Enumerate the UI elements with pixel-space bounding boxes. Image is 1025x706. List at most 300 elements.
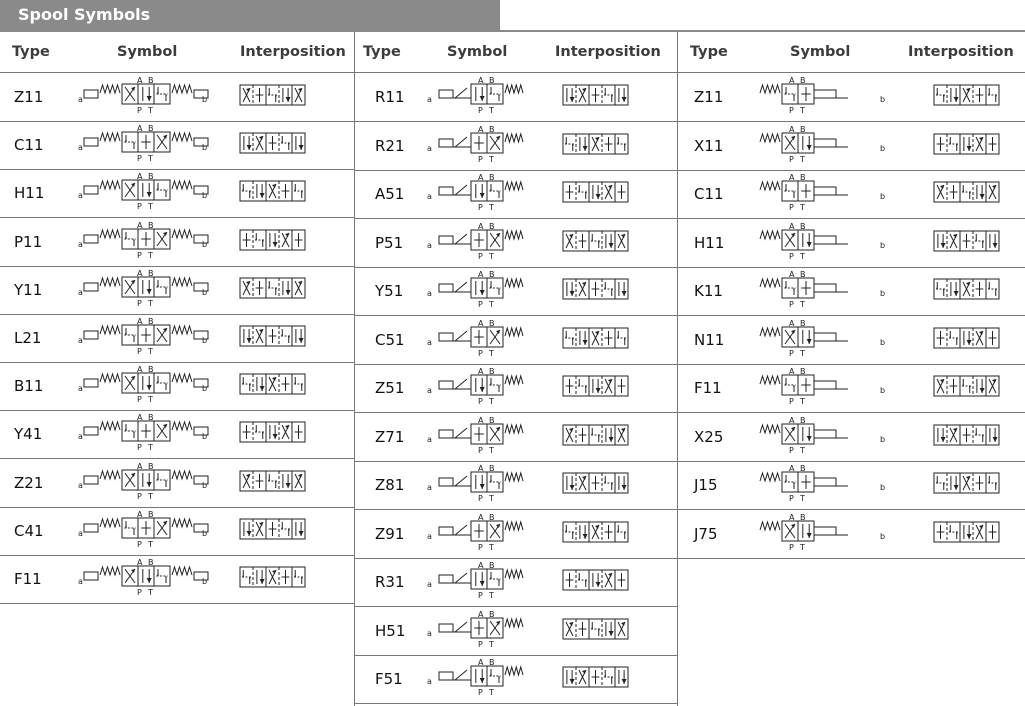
port-b-label: B xyxy=(800,512,806,522)
port-p-label: P xyxy=(478,154,483,164)
side-a-label: a xyxy=(427,143,432,153)
side-b-label: b xyxy=(880,434,886,444)
port-a-label: A xyxy=(789,173,795,182)
side-a-label: a xyxy=(427,531,432,541)
port-p-label: P xyxy=(137,491,142,501)
port-p-label: P xyxy=(478,203,483,212)
interposition-symbol xyxy=(934,376,1002,398)
side-b-label: b xyxy=(880,143,886,153)
spool-symbol xyxy=(427,124,537,168)
port-p-label: P xyxy=(478,639,483,649)
spool-row xyxy=(678,267,1025,316)
interposition-symbol xyxy=(563,570,631,592)
side-b-label: b xyxy=(202,143,208,153)
interposition-symbol xyxy=(240,567,308,589)
port-b-label: B xyxy=(148,509,154,519)
spool-symbol xyxy=(427,318,537,362)
side-a-label: a xyxy=(427,337,432,347)
interposition-symbol xyxy=(563,425,631,447)
side-b-label: b xyxy=(202,480,208,490)
spool-symbol xyxy=(427,609,537,653)
spool-row xyxy=(678,219,1025,268)
side-b-label: b xyxy=(202,577,208,586)
column-header xyxy=(0,32,354,73)
port-p-label: P xyxy=(137,539,142,549)
port-b-label: B xyxy=(489,173,495,182)
side-a-label: a xyxy=(427,289,432,298)
spool-row xyxy=(0,73,354,122)
interposition-symbol xyxy=(563,134,631,156)
spool-type: N11 xyxy=(694,330,725,349)
spool-type: X11 xyxy=(694,136,724,155)
spool-type: C41 xyxy=(14,521,44,540)
spool-row xyxy=(355,267,677,316)
port-t-label: T xyxy=(489,251,494,261)
interposition-symbol xyxy=(240,374,308,396)
port-a-label: A xyxy=(789,124,795,134)
interposition-symbol xyxy=(934,134,1002,156)
port-t-label: T xyxy=(800,106,805,115)
port-a-label: A xyxy=(478,173,484,182)
interposition-symbol xyxy=(240,85,308,107)
port-t-label: T xyxy=(489,106,494,115)
interposition-symbol xyxy=(240,422,308,444)
interposition-symbol xyxy=(563,328,631,350)
port-b-label: B xyxy=(148,317,154,326)
port-p-label: P xyxy=(137,106,142,115)
spool-type: X25 xyxy=(694,427,724,446)
side-b-label: b xyxy=(880,95,886,104)
spool-type: R11 xyxy=(375,88,405,106)
port-t-label: T xyxy=(489,203,494,212)
port-p-label: P xyxy=(478,397,483,406)
spool-symbol xyxy=(427,172,537,216)
port-b-label: B xyxy=(800,367,806,376)
port-p-label: P xyxy=(478,494,483,503)
spool-row xyxy=(0,314,354,363)
interposition-symbol xyxy=(934,231,1002,253)
spool-row xyxy=(0,121,354,170)
port-a-label: A xyxy=(789,76,795,85)
port-t-label: T xyxy=(489,639,494,649)
port-b-label: B xyxy=(800,464,806,473)
port-a-label: A xyxy=(789,270,795,279)
interposition-symbol xyxy=(563,522,631,544)
side-a-label: a xyxy=(78,287,83,297)
side-a-label: a xyxy=(78,336,83,345)
header-type: Type xyxy=(690,44,728,60)
port-a-label: A xyxy=(478,512,484,522)
port-t-label: T xyxy=(800,542,805,552)
header-interposition: Interposition xyxy=(240,44,346,60)
spool-row xyxy=(0,218,354,267)
spool-symbol xyxy=(78,171,208,215)
spool-row xyxy=(678,413,1025,462)
port-b-label: B xyxy=(148,268,154,278)
port-p-label: P xyxy=(789,300,794,309)
side-b-label: b xyxy=(202,95,208,104)
port-p-label: P xyxy=(789,106,794,115)
interposition-symbol xyxy=(240,278,308,300)
side-a-label: a xyxy=(78,239,83,249)
port-a-label: A xyxy=(478,464,484,473)
side-a-label: a xyxy=(78,432,83,442)
spool-row xyxy=(355,364,677,413)
interposition-symbol xyxy=(240,471,308,493)
port-a-label: A xyxy=(137,461,143,471)
spool-symbol xyxy=(427,269,537,313)
port-p-label: P xyxy=(137,588,142,597)
spool-symbol xyxy=(78,461,208,505)
spool-type: L21 xyxy=(14,329,42,347)
side-b-label: b xyxy=(202,432,208,442)
port-b-label: B xyxy=(489,561,495,570)
port-p-label: P xyxy=(789,494,794,503)
port-a-label: A xyxy=(789,464,795,473)
side-a-label: a xyxy=(427,677,432,686)
port-t-label: T xyxy=(148,250,153,260)
header-interposition: Interposition xyxy=(555,44,661,60)
spool-symbol xyxy=(427,415,537,459)
spool-symbol xyxy=(756,463,886,507)
port-t-label: T xyxy=(148,154,153,164)
port-b-label: B xyxy=(148,558,154,567)
spool-type: R21 xyxy=(375,136,405,155)
port-b-label: B xyxy=(800,221,806,231)
port-p-label: P xyxy=(137,443,142,453)
port-b-label: B xyxy=(800,173,806,182)
port-b-label: B xyxy=(489,221,495,231)
port-t-label: T xyxy=(489,154,494,164)
side-a-label: a xyxy=(78,191,83,201)
column-header xyxy=(678,32,1025,73)
interposition-symbol xyxy=(240,181,308,203)
port-a-label: A xyxy=(137,558,143,567)
port-t-label: T xyxy=(148,347,153,356)
spool-row xyxy=(0,507,354,556)
port-t-label: T xyxy=(800,494,805,503)
spool-type: Z21 xyxy=(14,473,44,492)
interposition-symbol xyxy=(934,328,1002,350)
interposition-symbol xyxy=(563,376,631,398)
spool-symbol xyxy=(756,415,886,459)
side-a-label: a xyxy=(427,386,432,395)
port-b-label: B xyxy=(489,270,495,279)
spool-type: P51 xyxy=(375,233,404,252)
header-interposition: Interposition xyxy=(908,44,1014,60)
spool-type: C51 xyxy=(375,330,405,349)
spool-row xyxy=(678,316,1025,365)
spool-row xyxy=(355,655,677,704)
port-b-label: B xyxy=(489,658,495,667)
interposition-symbol xyxy=(240,519,308,541)
spool-type: P11 xyxy=(14,232,43,251)
port-a-label: A xyxy=(137,365,143,375)
spool-type: Y11 xyxy=(14,280,43,299)
port-a-label: A xyxy=(478,415,484,425)
port-p-label: P xyxy=(137,250,142,260)
interposition-symbol xyxy=(240,133,308,155)
interposition-symbol xyxy=(934,522,1002,544)
port-t-label: T xyxy=(489,397,494,406)
port-a-label: A xyxy=(789,415,795,425)
port-t-label: T xyxy=(148,491,153,501)
port-p-label: P xyxy=(789,348,794,358)
port-p-label: P xyxy=(137,298,142,308)
interposition-symbol xyxy=(563,182,631,204)
spool-type: F11 xyxy=(694,379,722,397)
spool-type: Z11 xyxy=(14,88,44,106)
port-a-label: A xyxy=(137,317,143,326)
port-b-label: B xyxy=(148,220,154,230)
side-b-label: b xyxy=(202,239,208,249)
interposition-symbol xyxy=(563,231,631,253)
spool-type: Z81 xyxy=(375,476,405,494)
spool-type: F11 xyxy=(14,570,42,588)
side-a-label: a xyxy=(78,384,83,394)
side-b-label: b xyxy=(202,384,208,394)
port-a-label: A xyxy=(478,76,484,85)
spool-symbol xyxy=(427,366,537,410)
spool-row xyxy=(678,170,1025,219)
port-a-label: A xyxy=(137,413,143,423)
port-t-label: T xyxy=(148,202,153,212)
header-type: Type xyxy=(12,44,50,60)
port-a-label: A xyxy=(478,561,484,570)
interposition-symbol xyxy=(240,326,308,348)
spool-symbol xyxy=(78,557,208,601)
port-a-label: A xyxy=(789,512,795,522)
side-b-label: b xyxy=(880,483,886,492)
spool-row xyxy=(0,410,354,459)
port-a-label: A xyxy=(137,509,143,519)
spool-row xyxy=(678,364,1025,413)
port-b-label: B xyxy=(148,365,154,375)
port-b-label: B xyxy=(489,464,495,473)
port-t-label: T xyxy=(800,251,805,261)
interposition-symbol xyxy=(934,85,1002,107)
spool-type: Z71 xyxy=(375,427,405,446)
spool-symbol xyxy=(756,172,886,216)
port-p-label: P xyxy=(478,251,483,261)
port-b-label: B xyxy=(489,124,495,134)
spool-row xyxy=(355,413,677,462)
port-t-label: T xyxy=(489,348,494,358)
spool-symbol xyxy=(78,316,208,360)
port-p-label: P xyxy=(478,688,483,697)
spool-symbol xyxy=(756,75,886,119)
spool-symbol xyxy=(756,512,886,556)
interposition-symbol xyxy=(563,85,631,107)
side-a-label: a xyxy=(78,143,83,153)
spool-type: Z91 xyxy=(375,524,405,543)
spool-row xyxy=(355,607,677,656)
interposition-symbol xyxy=(240,230,308,252)
interposition-symbol xyxy=(563,279,631,301)
title-bar xyxy=(0,0,500,30)
port-b-label: B xyxy=(800,76,806,85)
spool-row xyxy=(355,219,677,268)
port-b-label: B xyxy=(148,124,154,134)
port-p-label: P xyxy=(789,154,794,164)
spool-row xyxy=(0,362,354,411)
port-a-label: A xyxy=(137,76,143,85)
interposition-symbol xyxy=(934,473,1002,495)
spool-symbol xyxy=(427,75,537,119)
spool-symbol xyxy=(78,364,208,408)
spool-column-1 xyxy=(0,32,354,706)
port-a-label: A xyxy=(789,318,795,328)
spool-type: C11 xyxy=(694,185,724,203)
spool-row xyxy=(355,122,677,171)
interposition-symbol xyxy=(563,667,631,689)
port-t-label: T xyxy=(489,300,494,309)
spool-type: F51 xyxy=(375,670,403,688)
port-b-label: B xyxy=(489,318,495,328)
port-a-label: A xyxy=(137,268,143,278)
port-t-label: T xyxy=(148,539,153,549)
port-p-label: P xyxy=(789,542,794,552)
port-a-label: A xyxy=(789,221,795,231)
port-t-label: T xyxy=(800,300,805,309)
spool-type: B11 xyxy=(14,377,44,396)
port-b-label: B xyxy=(489,512,495,522)
port-a-label: A xyxy=(137,220,143,230)
spool-symbol xyxy=(427,657,537,701)
port-b-label: B xyxy=(489,415,495,425)
port-t-label: T xyxy=(148,588,153,597)
port-a-label: A xyxy=(478,318,484,328)
spool-type: K11 xyxy=(694,282,723,300)
spool-row xyxy=(0,266,354,315)
port-p-label: P xyxy=(789,203,794,212)
header-symbol: Symbol xyxy=(117,44,178,60)
spool-row xyxy=(355,73,677,122)
port-b-label: B xyxy=(489,609,495,619)
side-b-label: b xyxy=(880,531,886,541)
side-a-label: a xyxy=(427,434,432,444)
port-b-label: B xyxy=(800,415,806,425)
port-p-label: P xyxy=(789,397,794,406)
side-a-label: a xyxy=(78,528,83,538)
spool-row xyxy=(0,169,354,218)
side-a-label: a xyxy=(78,577,83,586)
port-t-label: T xyxy=(800,203,805,212)
spool-symbol xyxy=(78,220,208,264)
port-t-label: T xyxy=(800,397,805,406)
spool-symbol xyxy=(427,560,537,604)
port-p-label: P xyxy=(137,202,142,212)
port-t-label: T xyxy=(148,395,153,405)
side-a-label: a xyxy=(78,95,83,104)
spool-type: A51 xyxy=(375,185,405,203)
side-b-label: b xyxy=(202,287,208,297)
port-t-label: T xyxy=(800,154,805,164)
side-a-label: a xyxy=(427,95,432,104)
port-p-label: P xyxy=(478,106,483,115)
header-type: Type xyxy=(363,44,401,60)
port-a-label: A xyxy=(137,124,143,134)
port-p-label: P xyxy=(478,300,483,309)
side-b-label: b xyxy=(202,336,208,345)
header-symbol: Symbol xyxy=(790,44,851,60)
port-t-label: T xyxy=(489,445,494,455)
interposition-symbol xyxy=(563,473,631,495)
side-b-label: b xyxy=(880,386,886,395)
spool-row xyxy=(678,510,1025,559)
interposition-symbol xyxy=(934,182,1002,204)
port-t-label: T xyxy=(148,106,153,115)
spool-row xyxy=(355,510,677,559)
spool-type: C11 xyxy=(14,136,44,155)
side-b-label: b xyxy=(880,289,886,298)
side-b-label: b xyxy=(880,192,886,201)
port-b-label: B xyxy=(800,318,806,328)
side-b-label: b xyxy=(202,528,208,538)
port-a-label: A xyxy=(789,367,795,376)
spool-type: J15 xyxy=(694,476,718,494)
port-p-label: P xyxy=(478,591,483,600)
spool-symbol xyxy=(78,268,208,312)
spool-row xyxy=(355,558,677,607)
port-t-label: T xyxy=(148,443,153,453)
port-p-label: P xyxy=(478,445,483,455)
port-b-label: B xyxy=(148,172,154,182)
port-p-label: P xyxy=(137,395,142,405)
port-b-label: B xyxy=(489,367,495,376)
side-a-label: a xyxy=(427,628,432,638)
spool-row xyxy=(678,122,1025,171)
side-a-label: a xyxy=(427,580,432,589)
spool-symbol xyxy=(78,123,208,167)
port-a-label: A xyxy=(137,172,143,182)
port-t-label: T xyxy=(489,688,494,697)
port-t-label: T xyxy=(489,494,494,503)
port-p-label: P xyxy=(137,347,142,356)
spool-type: Z51 xyxy=(375,379,405,397)
side-b-label: b xyxy=(880,240,886,250)
spool-type: J75 xyxy=(694,524,718,543)
interposition-symbol xyxy=(563,619,631,641)
port-b-label: B xyxy=(800,270,806,279)
side-a-label: a xyxy=(427,240,432,250)
spool-symbol xyxy=(756,366,886,410)
spool-row xyxy=(0,555,354,604)
spool-symbol xyxy=(78,509,208,553)
spool-row xyxy=(678,73,1025,122)
header-symbol: Symbol xyxy=(447,44,508,60)
spool-row xyxy=(0,459,354,508)
side-a-label: a xyxy=(427,192,432,201)
spool-symbol xyxy=(427,463,537,507)
port-a-label: A xyxy=(478,270,484,279)
page-title: Spool Symbols xyxy=(18,5,151,24)
port-a-label: A xyxy=(478,658,484,667)
spool-symbol xyxy=(427,221,537,265)
port-b-label: B xyxy=(148,461,154,471)
spool-row xyxy=(678,461,1025,510)
spool-row xyxy=(355,316,677,365)
port-p-label: P xyxy=(478,542,483,552)
side-a-label: a xyxy=(78,480,83,490)
port-b-label: B xyxy=(800,124,806,134)
port-t-label: T xyxy=(148,298,153,308)
spool-type: Y41 xyxy=(14,425,43,444)
port-p-label: P xyxy=(789,445,794,455)
side-b-label: b xyxy=(202,191,208,201)
spool-symbol xyxy=(78,412,208,456)
spool-symbol xyxy=(756,221,886,265)
